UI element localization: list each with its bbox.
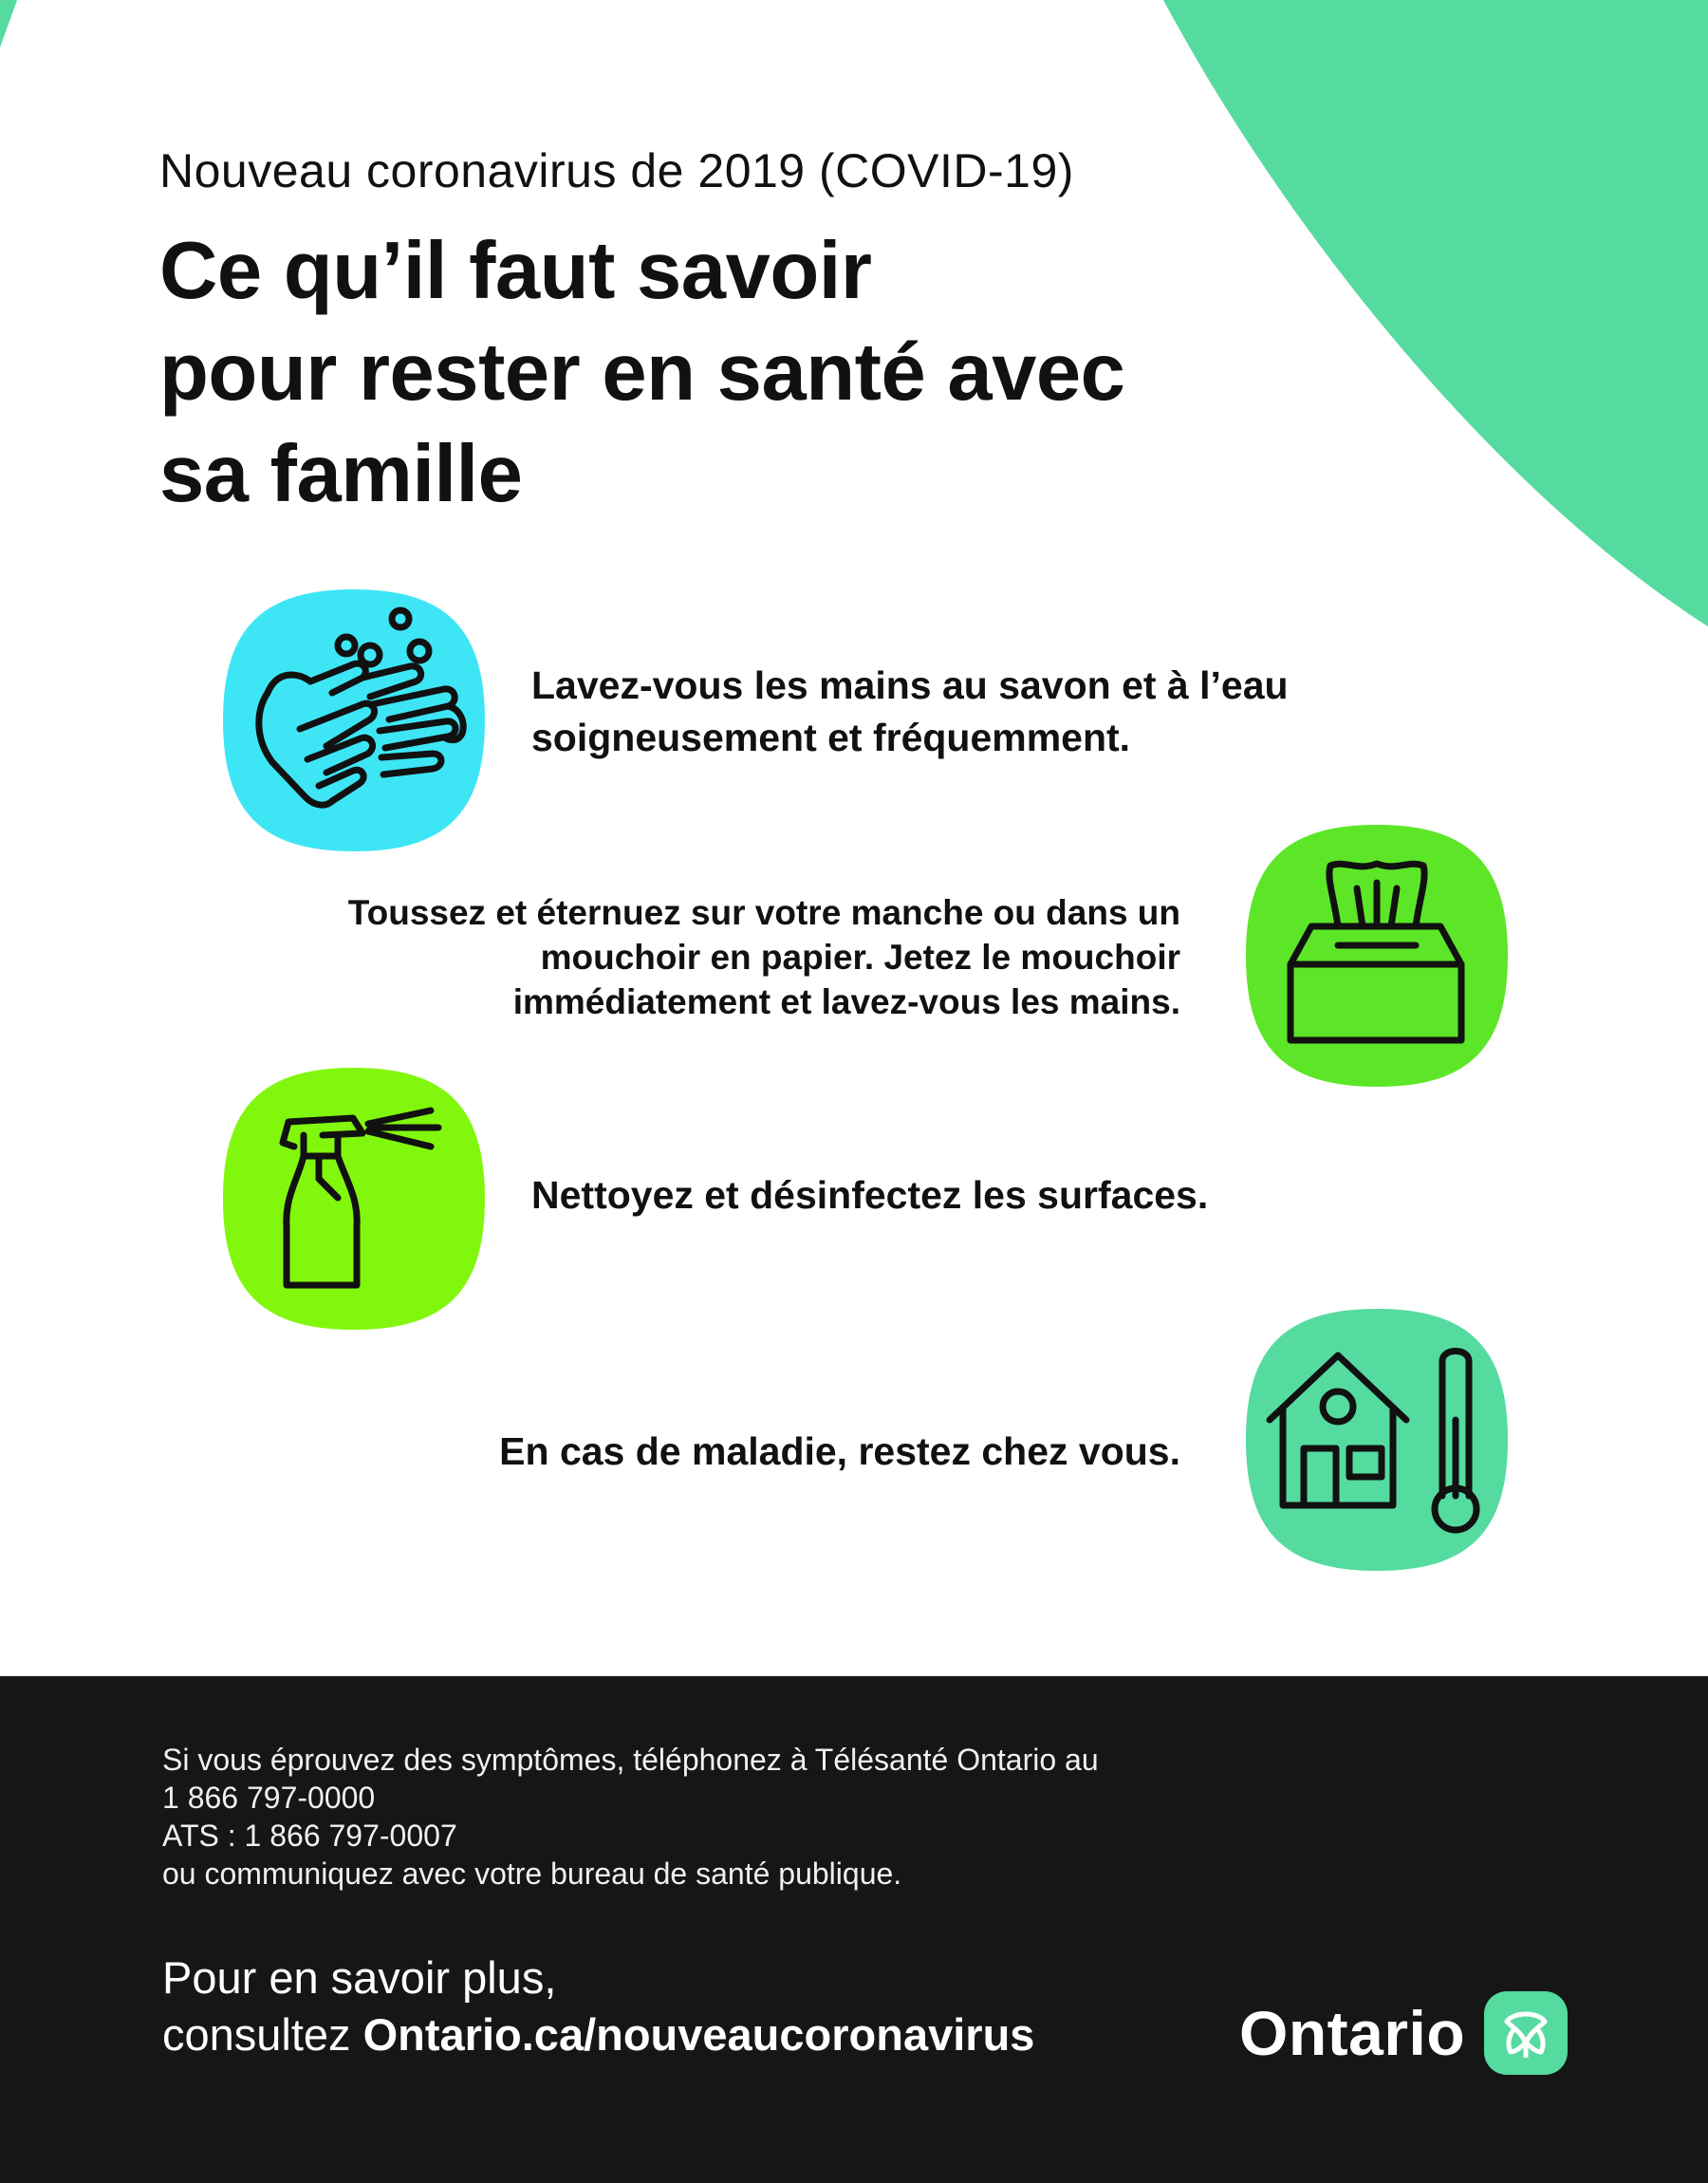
brand-name: Ontario xyxy=(1239,1998,1466,2068)
hand-washing-badge xyxy=(220,587,488,854)
cough-sneeze-advice: Toussez et éternuez sur votre manche ou dans un mouchoir en papier. Jetez le mouchoir immédiatement et lavez-vous les mains. xyxy=(347,893,1180,1021)
house-thermometer-badge xyxy=(1243,1306,1511,1574)
footer xyxy=(0,1676,1708,2183)
title-line: sa famille xyxy=(159,429,523,519)
contact-info: Si vous éprouvez des symptômes, téléphonez à Télésanté Ontario au 1 866 797-0000 ATS : 1 866 797-0007 ou communiquez avec votre bureau de santé publique. xyxy=(162,1741,1491,1893)
telehealth-phone: 1 866 797-0000 xyxy=(162,1781,376,1815)
stay-home-advice: En cas de maladie, restez chez vous. xyxy=(499,1429,1180,1473)
trillium-icon xyxy=(1482,1989,1569,2077)
hand-washing-icon xyxy=(220,587,488,854)
spray-bottle-icon xyxy=(220,1065,488,1333)
spray-bottle-badge xyxy=(220,1065,488,1333)
ontario-link[interactable]: Ontario.ca/nouveaucoronavirus xyxy=(362,2009,1035,2060)
title-line: Ce qu’il faut savoir xyxy=(159,226,872,316)
tissue-box-badge xyxy=(1243,822,1511,1090)
ontario-logo xyxy=(1239,1986,1569,2080)
handwashing-advice: Lavez-vous les mains au savon et à l’eau soigneusement et fréquemment. xyxy=(531,663,1289,759)
more-info: Pour en savoir plus, consultez Ontario.ca/nouveaucoronavirus xyxy=(162,1952,1035,2060)
page-title xyxy=(159,220,1298,525)
tty-phone: ATS : 1 866 797-0007 xyxy=(162,1819,457,1853)
subtitle: Nouveau coronavirus de 2019 (COVID-19) xyxy=(159,144,1074,197)
house-thermometer-icon xyxy=(1243,1306,1511,1574)
disinfect-advice: Nettoyez et désinfectez les surfaces. xyxy=(531,1173,1209,1217)
poster-header xyxy=(159,133,1298,525)
tissue-box-icon xyxy=(1243,822,1511,1090)
title-line: pour rester en santé avec xyxy=(159,327,1125,418)
